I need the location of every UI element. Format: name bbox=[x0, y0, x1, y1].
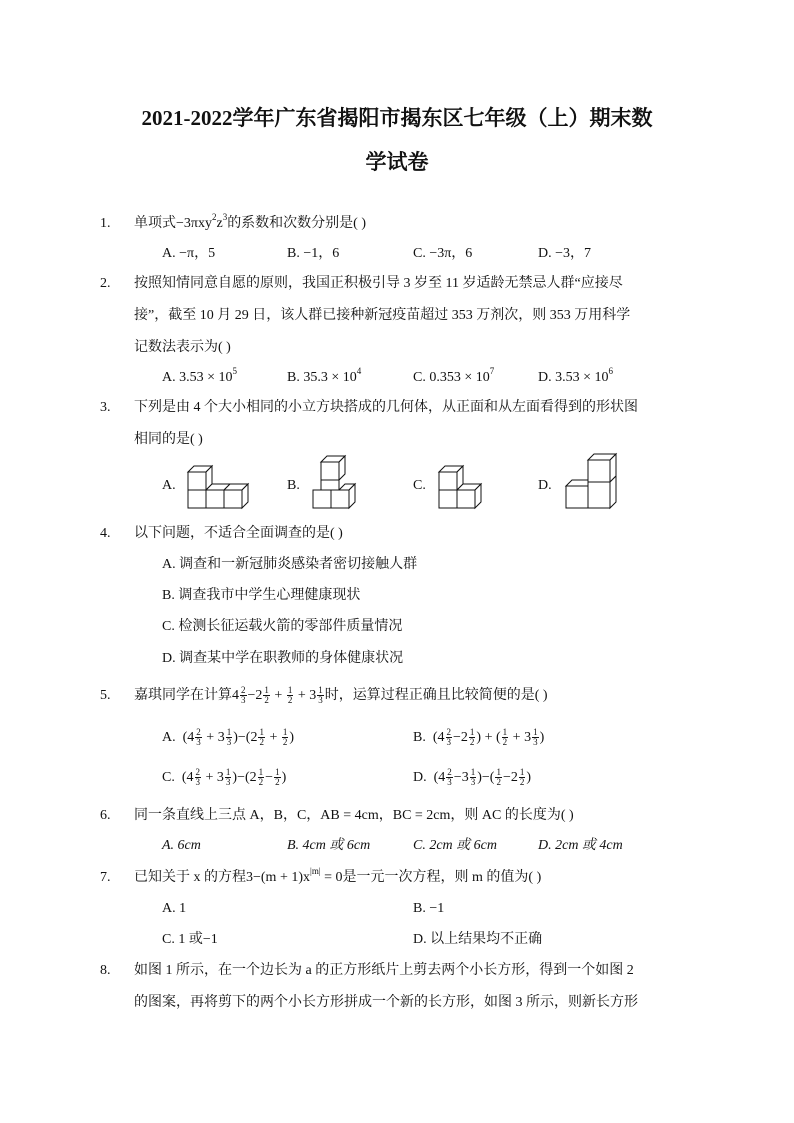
q1-stem-z: z bbox=[216, 216, 223, 231]
q6-option-b[interactable]: B. 4cm 或 6cm bbox=[287, 838, 371, 853]
q6-option-d[interactable]: D. 2cm 或 4cm bbox=[538, 838, 623, 853]
q7-exp: |m| bbox=[310, 866, 321, 876]
frac-den: 3 bbox=[446, 737, 452, 748]
q5-letter-d: D. bbox=[413, 770, 427, 785]
question-2 bbox=[100, 268, 674, 364]
frac-num: 1 bbox=[264, 685, 269, 696]
q3-option-a-label[interactable]: A. bbox=[162, 478, 176, 493]
question-number: 5. bbox=[100, 688, 111, 703]
frac-num: 1 bbox=[225, 767, 231, 778]
frac-num: 2 bbox=[447, 767, 452, 778]
frac-num: 1 bbox=[226, 727, 232, 738]
q5-w: 2 bbox=[255, 688, 263, 703]
q5-letter-a: A. bbox=[162, 730, 176, 745]
q5-w: 3 bbox=[524, 730, 532, 745]
q1-option-a[interactable]: A. −π，5 bbox=[162, 246, 216, 261]
frac-den: 3 bbox=[470, 777, 476, 788]
q5-option-a[interactable]: A. (4 $\frac{2}{3}$ + 3 $\frac{1}{3}$ )−(2 $\frac{1}{2}$ + $\frac{1}{2}$ ) bbox=[162, 727, 295, 748]
q2-option-c-base: C. 0.353 × 10 bbox=[413, 370, 490, 385]
q3-option-b-label[interactable]: B. bbox=[287, 478, 300, 493]
q2-option-d-exp: 6 bbox=[608, 366, 614, 376]
q5-w: 4 bbox=[437, 730, 445, 745]
frac-den: 3 bbox=[318, 695, 323, 706]
question-3 bbox=[100, 392, 674, 456]
frac-num: 1 bbox=[318, 685, 323, 696]
frac-num: 1 bbox=[519, 767, 525, 778]
question-8 bbox=[100, 955, 674, 1019]
frac-den: 3 bbox=[226, 737, 232, 748]
q5-frac bbox=[225, 768, 232, 787]
q4-stem: 以下问题，不适合全面调查的是( ) bbox=[134, 526, 343, 541]
frac-num: 1 bbox=[275, 767, 280, 778]
frac-num: 2 bbox=[195, 767, 201, 778]
q5-option-b[interactable]: B. (4 $\frac{2}{3}$ −2 $\frac{1}{2}$ ) + ( $\frac{1}{2}$ + 3 $\frac{1}{3}$ ) bbox=[413, 727, 545, 748]
q5-expression: 4 $\frac{2}{3}$ −2 $\frac{1}{2}$ + $\frac{1}{2}$ + 3 $\frac{1}{3}$ bbox=[232, 685, 323, 706]
q5-w: 3 bbox=[217, 730, 225, 745]
q1-exp-z: 3 bbox=[222, 212, 228, 222]
paper-title bbox=[110, 96, 684, 184]
frac-num: 1 bbox=[496, 767, 501, 778]
frac-den: 3 bbox=[241, 695, 246, 706]
q5-frac bbox=[274, 768, 281, 787]
frac-den: 2 bbox=[519, 777, 525, 788]
frac-num: 1 bbox=[470, 767, 476, 778]
q3-line-2: 相同的是( ) bbox=[134, 432, 203, 447]
question-6 bbox=[100, 800, 674, 832]
q5-frac bbox=[495, 768, 502, 787]
q5-w: 2 bbox=[250, 730, 258, 745]
q1-option-b[interactable]: B. −1，6 bbox=[287, 246, 340, 261]
q5-frac bbox=[258, 768, 265, 787]
q5-frac bbox=[195, 728, 202, 747]
q4-option-c[interactable]: C. 检测长征运载火箭的零部件质量情况 bbox=[162, 619, 403, 634]
q4-option-d[interactable]: D. 调查某中学在职教师的身体健康状况 bbox=[162, 651, 404, 666]
q5-frac bbox=[446, 728, 453, 747]
q6-stem: 同一条直线上三点 A，B，C，AB = 4cm，BC = 2cm，则 AC 的长度为( ) bbox=[134, 808, 574, 823]
q7-stem-post: = 0是一元一次方程，则 m 的值为( ) bbox=[320, 870, 542, 885]
q1-stem-pre: 单项式−3πxy bbox=[134, 216, 212, 231]
q7-option-a[interactable]: A. 1 bbox=[162, 901, 187, 916]
question-number: 4. bbox=[100, 526, 111, 541]
question-1 bbox=[100, 208, 674, 240]
frac-num: 1 bbox=[258, 767, 264, 778]
q7-options-row-2 bbox=[162, 924, 682, 956]
q2-line-1: 按照知情同意自愿的原则，我国正积极引导 3 岁至 11 岁适龄无禁忌人群“应接尽 bbox=[134, 276, 623, 291]
frac-num: 1 bbox=[469, 727, 475, 738]
q7-option-b[interactable]: B. −1 bbox=[413, 901, 445, 916]
q5-option-d[interactable]: D. (4 $\frac{2}{3}$ −3 $\frac{1}{3}$ )−( $\frac{1}{2}$ −2 $\frac{1}{2}$ ) bbox=[413, 767, 532, 788]
q5-w: 4 bbox=[232, 688, 239, 703]
q5-frac bbox=[263, 686, 270, 705]
question-7 bbox=[100, 862, 674, 894]
q5-stem-pre: 嘉琪同学在计算 bbox=[134, 688, 232, 703]
q8-line-2: 的图案，再将剪下的两个小长方形拼成一个新的长方形，如图 3 所示，则新长方形 bbox=[134, 995, 638, 1010]
frac-num: 1 bbox=[533, 727, 538, 738]
frac-num: 1 bbox=[282, 727, 288, 738]
q2-option-b-exp: 4 bbox=[356, 366, 362, 376]
q4-option-a[interactable]: A. 调查和一新冠肺炎感染者密切接触人群 bbox=[162, 557, 418, 572]
q6-options bbox=[162, 830, 682, 862]
q2-option-a-base: A. 3.53 × 10 bbox=[162, 370, 233, 385]
q2-option-b[interactable] bbox=[287, 362, 361, 394]
q3-option-a-figure[interactable] bbox=[182, 460, 268, 512]
q2-option-d-base: D. 3.53 × 10 bbox=[538, 370, 609, 385]
q3-option-c-label[interactable]: C. bbox=[413, 478, 426, 493]
q5-w: 3 bbox=[461, 770, 469, 785]
q1-option-c[interactable]: C. −3π，6 bbox=[413, 246, 473, 261]
question-number: 7. bbox=[100, 870, 111, 885]
q5-frac bbox=[240, 686, 247, 705]
q5-frac bbox=[195, 768, 202, 787]
q2-option-a-exp: 5 bbox=[232, 366, 238, 376]
q5-frac bbox=[287, 686, 294, 705]
question-4 bbox=[100, 518, 674, 550]
q2-option-c[interactable] bbox=[413, 362, 494, 394]
q3-option-d-figure[interactable] bbox=[558, 452, 624, 512]
q5-frac bbox=[258, 728, 265, 747]
q5-letter-b: B. bbox=[413, 730, 426, 745]
frac-den: 2 bbox=[259, 737, 264, 748]
q2-option-c-exp: 7 bbox=[489, 366, 495, 376]
q6-option-c[interactable]: C. 2cm 或 6cm bbox=[413, 838, 497, 853]
q3-line-1: 下列是由 4 个大小相同的小立方块搭成的几何体，从正面和从左面看得到的形状图 bbox=[134, 400, 638, 415]
question-number: 3. bbox=[100, 400, 111, 415]
q4-option-b[interactable]: B. 调查我市中学生心理健康现状 bbox=[162, 588, 361, 603]
frac-num: 2 bbox=[196, 727, 201, 738]
question-number: 2. bbox=[100, 276, 111, 291]
q6-option-a[interactable]: A. 6cm bbox=[162, 838, 201, 853]
q5-frac bbox=[470, 768, 477, 787]
q2-line-2: 接”，截至 10 月 29 日，该人群已接种新冠疫苗超过 353 万剂次，则 353 万用科学 bbox=[134, 308, 631, 323]
q7-stem-pre: 已知关于 x 的方程3−(m + 1)x bbox=[134, 870, 311, 885]
frac-num: 2 bbox=[446, 727, 452, 738]
frac-den: 2 bbox=[258, 777, 264, 788]
frac-den: 2 bbox=[264, 695, 269, 706]
frac-den: 3 bbox=[447, 777, 452, 788]
frac-den: 2 bbox=[502, 737, 508, 748]
q5-frac bbox=[519, 768, 526, 787]
q3-option-d-label[interactable]: D. bbox=[538, 478, 552, 493]
frac-den: 3 bbox=[533, 737, 538, 748]
frac-den: 3 bbox=[195, 777, 201, 788]
q5-w: 2 bbox=[460, 730, 468, 745]
q3-option-b-figure[interactable] bbox=[307, 454, 367, 512]
frac-num: 1 bbox=[502, 727, 508, 738]
title-line-2: 学试卷 bbox=[365, 150, 429, 174]
question-number: 1. bbox=[100, 216, 111, 231]
q2-options bbox=[162, 362, 682, 394]
q5-frac bbox=[226, 728, 233, 747]
frac-num: 1 bbox=[259, 727, 264, 738]
q5-frac bbox=[532, 728, 539, 747]
q5-w: 4 bbox=[438, 770, 446, 785]
q7-option-d[interactable]: D. 以上结果均不正确 bbox=[413, 932, 543, 947]
q5-w: 4 bbox=[187, 730, 195, 745]
q5-w: 3 bbox=[309, 688, 317, 703]
frac-num: 1 bbox=[287, 685, 293, 696]
q8-line-1: 如图 1 所示，在一个边长为 a 的正方形纸片上剪去两个小长方形，得到一个如图 2 bbox=[134, 963, 634, 978]
q5-frac bbox=[446, 768, 453, 787]
frac-den: 3 bbox=[225, 777, 231, 788]
title-line-1: 2021-2022学年广东省揭阳市揭东区七年级（上）期末数 bbox=[141, 106, 653, 130]
q1-option-d[interactable]: D. −3，7 bbox=[538, 246, 592, 261]
q3-options bbox=[162, 460, 682, 514]
q1-stem-post: 的系数和次数分别是( ) bbox=[227, 216, 367, 231]
question-5 bbox=[100, 680, 674, 712]
frac-den: 3 bbox=[196, 737, 201, 748]
frac-den: 2 bbox=[282, 737, 288, 748]
q5-w: 3 bbox=[216, 770, 224, 785]
q5-w: 2 bbox=[249, 770, 257, 785]
frac-den: 2 bbox=[469, 737, 475, 748]
q5-frac bbox=[469, 728, 476, 747]
q7-options-row-1 bbox=[162, 893, 682, 925]
q2-line-3: 记数法表示为( ) bbox=[134, 340, 231, 355]
q5-frac bbox=[317, 686, 324, 705]
q5-w: 2 bbox=[510, 770, 518, 785]
question-number: 6. bbox=[100, 808, 111, 823]
q5-letter-c: C. bbox=[162, 770, 175, 785]
q1-exp-y: 2 bbox=[211, 212, 217, 222]
frac-den: 2 bbox=[287, 695, 293, 706]
frac-den: 2 bbox=[496, 777, 501, 788]
q5-option-c[interactable]: C. (4 $\frac{2}{3}$ + 3 $\frac{1}{3}$ )−(2 $\frac{1}{2}$ − $\frac{1}{2}$ ) bbox=[162, 767, 287, 788]
frac-den: 2 bbox=[275, 777, 280, 788]
frac-num: 2 bbox=[241, 685, 246, 696]
q2-option-a[interactable] bbox=[162, 362, 237, 394]
q3-option-c-figure[interactable] bbox=[433, 460, 493, 512]
q5-frac bbox=[282, 728, 289, 747]
q2-option-b-base: B. 35.3 × 10 bbox=[287, 370, 357, 385]
q1-options bbox=[162, 238, 682, 270]
q5-stem-post: 时，运算过程正确且比较简便的是( ) bbox=[324, 688, 548, 703]
question-number: 8. bbox=[100, 963, 111, 978]
q7-option-c[interactable]: C. 1 或−1 bbox=[162, 932, 218, 947]
q2-option-d[interactable] bbox=[538, 362, 613, 394]
q5-frac bbox=[502, 728, 509, 747]
q5-w: 4 bbox=[186, 770, 194, 785]
